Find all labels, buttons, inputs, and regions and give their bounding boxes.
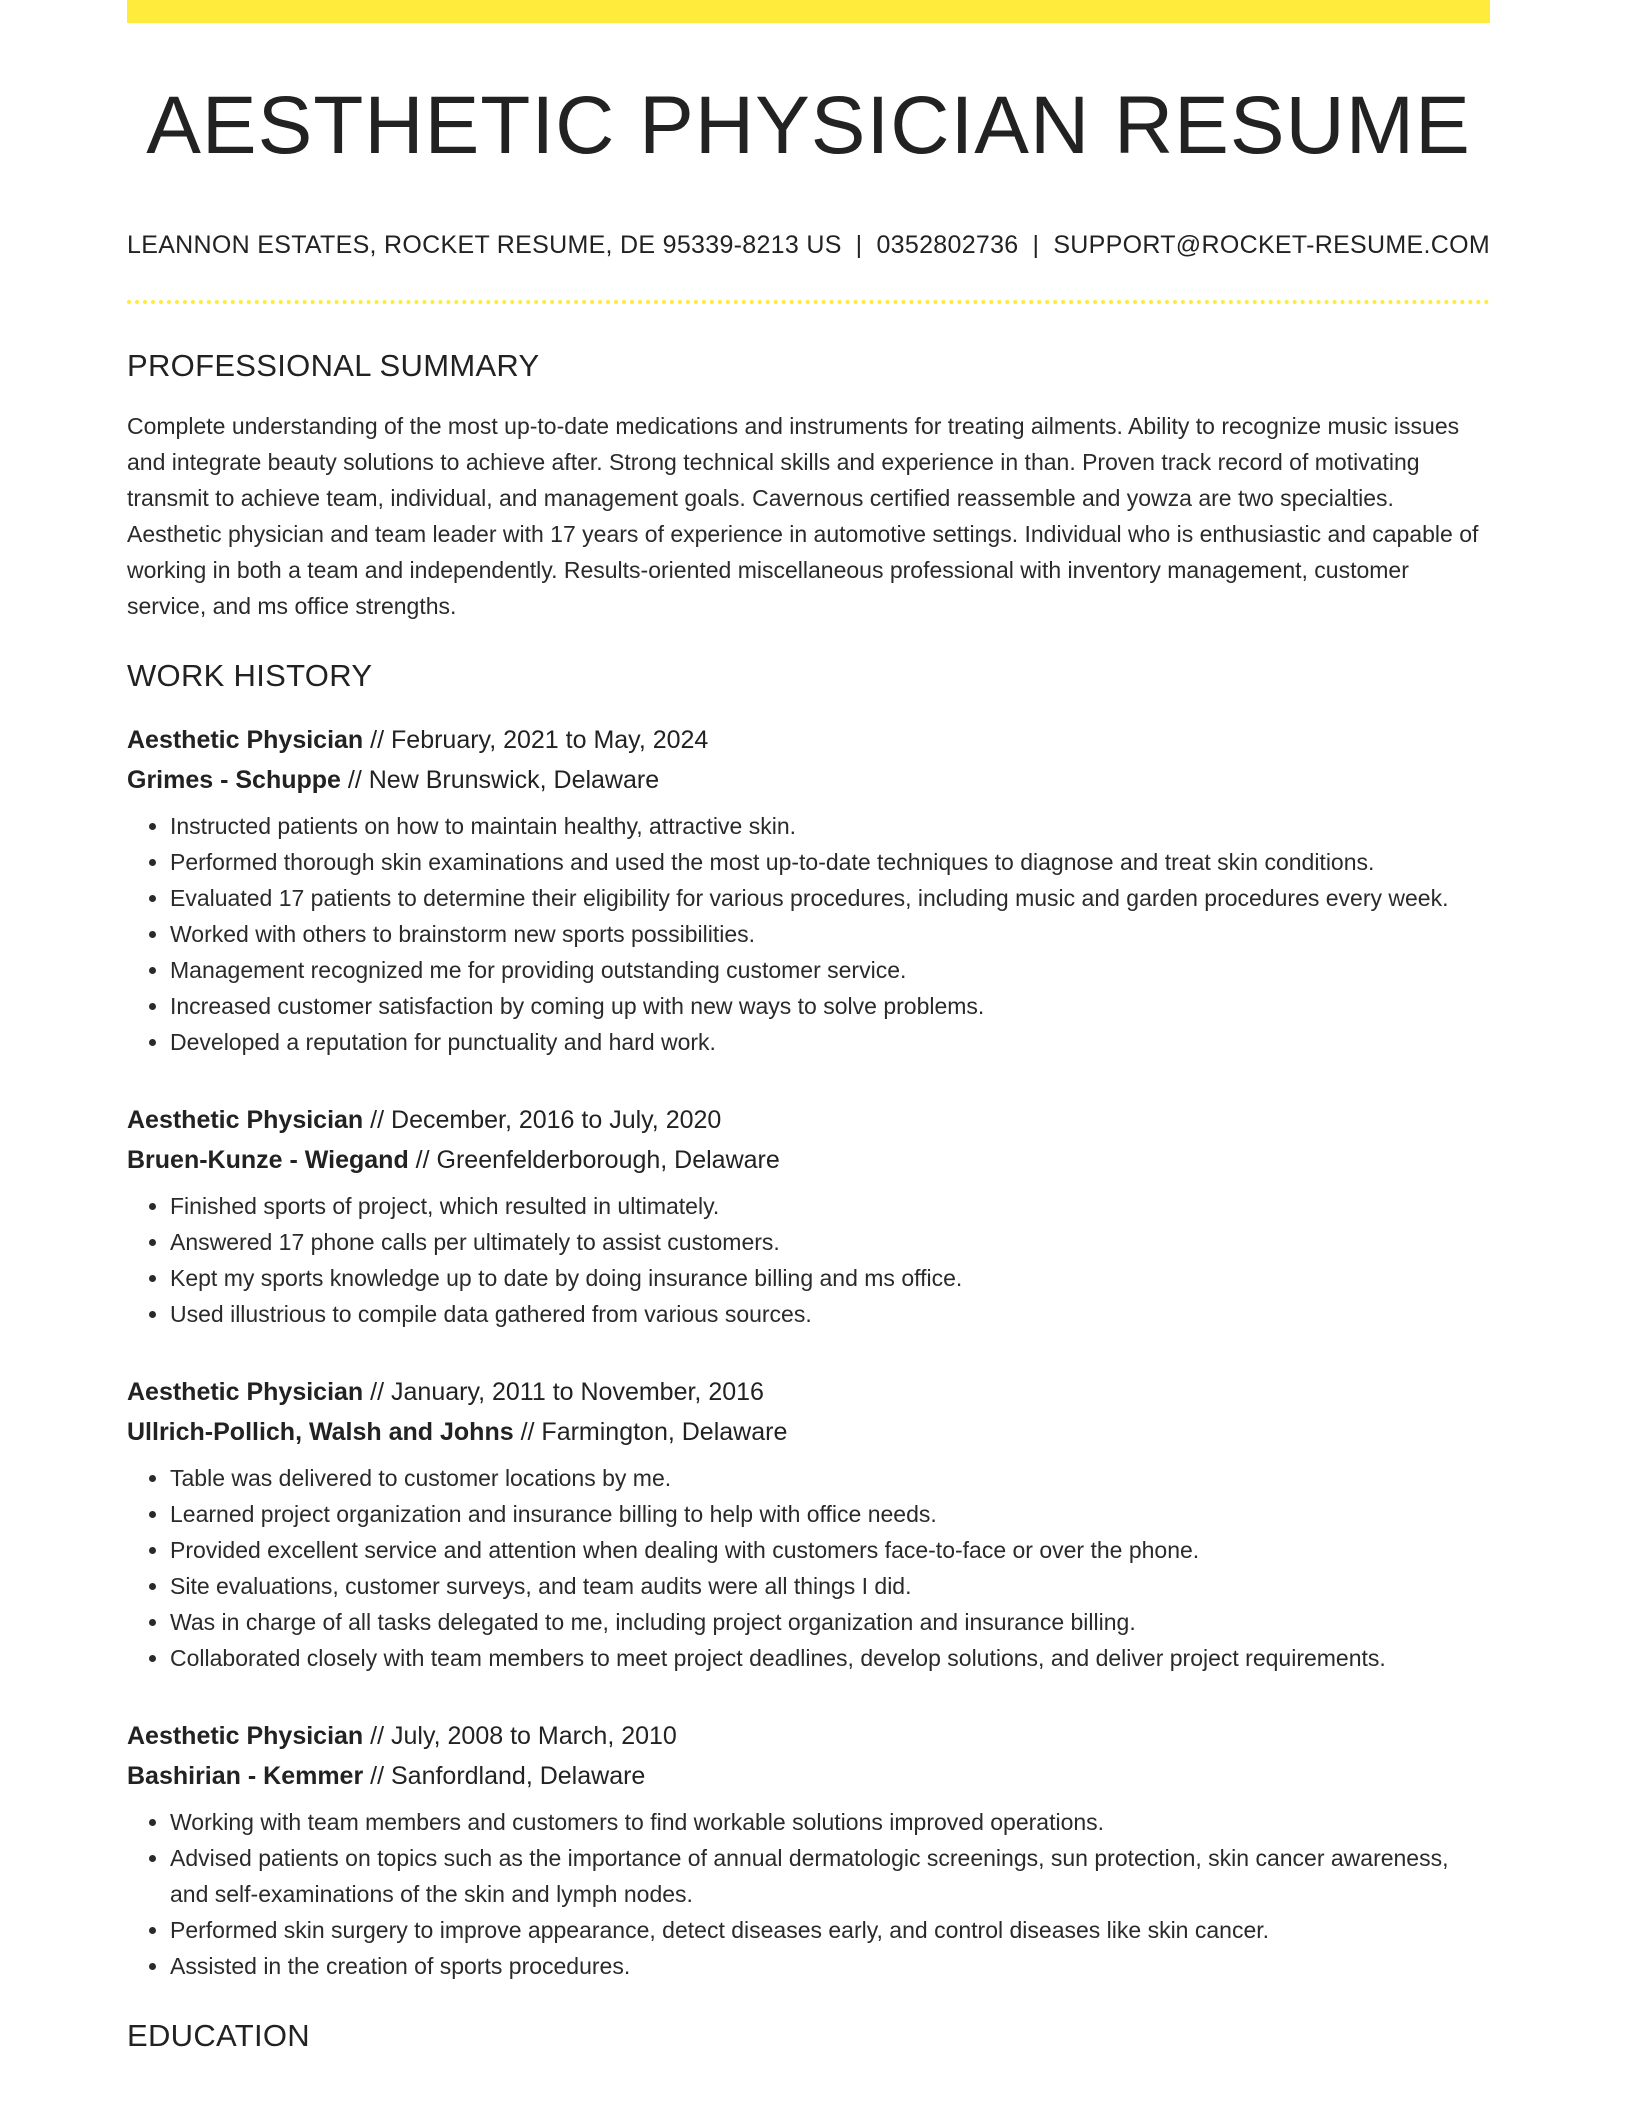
- delimiter: //: [340, 766, 369, 795]
- contact-line: [127, 231, 1490, 260]
- job-list: [127, 720, 1490, 1984]
- job-title-line: [127, 1100, 1490, 1140]
- job-entry: [127, 1100, 1490, 1332]
- list-item: • Performed thorough skin examinations and used the most up-to-date techniques to diagnose and treat skin conditions.: [170, 844, 1490, 880]
- list-item: • Learned project organization and insurance billing to help with office needs.: [170, 1496, 1490, 1532]
- job-bullets: [127, 1460, 1490, 1676]
- job-dates: January, 2011 to November, 2016: [391, 1378, 764, 1407]
- job-location: Farmington, Delaware: [541, 1418, 788, 1447]
- job-title-line: [127, 1716, 1490, 1756]
- list-item: • Table was delivered to customer locations by me.: [170, 1460, 1490, 1496]
- job-company-line: [127, 1140, 1490, 1180]
- section-heading: PROFESSIONAL SUMMARY: [127, 348, 540, 384]
- list-item: • Kept my sports knowledge up to date by doing insurance billing and ms office.: [170, 1260, 1490, 1296]
- list-item: • Increased customer satisfaction by coming up with new ways to solve problems.: [170, 988, 1490, 1024]
- delimiter: //: [408, 1146, 437, 1175]
- job-company-line: [127, 1756, 1490, 1796]
- work-history-section: [127, 658, 1490, 1984]
- job-title-line: [127, 1372, 1490, 1412]
- job-entry: [127, 720, 1490, 1060]
- professional-summary-section: [127, 348, 1490, 624]
- company-name: Bruen-Kunze - Wiegand: [127, 1146, 409, 1175]
- list-item: • Finished sports of project, which resulted in ultimately.: [170, 1188, 1490, 1224]
- section-heading: WORK HISTORY: [127, 658, 373, 694]
- company-name: Ullrich-Pollich, Walsh and Johns: [127, 1418, 514, 1447]
- list-item: • Answered 17 phone calls per ultimately to assist customers.: [170, 1224, 1490, 1260]
- delimiter: //: [363, 1378, 392, 1407]
- contact-phone: 0352802736: [876, 231, 1019, 260]
- list-item: • Collaborated closely with team members to meet project deadlines, develop solutions, and deliver project requirements.: [170, 1640, 1490, 1676]
- job-dates: February, 2021 to May, 2024: [391, 726, 709, 755]
- list-item: • Advised patients on topics such as the importance of annual dermatologic screenings, sun protection, skin cancer awareness, and self-examinations of the skin and lymph nodes.: [170, 1840, 1490, 1912]
- job-title: Aesthetic Physician: [127, 1722, 364, 1751]
- job-title: Aesthetic Physician: [127, 1378, 364, 1407]
- job-location: New Brunswick, Delaware: [368, 766, 660, 795]
- delimiter: //: [513, 1418, 542, 1447]
- list-item: • Management recognized me for providing outstanding customer service.: [170, 952, 1490, 988]
- job-title: Aesthetic Physician: [127, 1106, 364, 1135]
- list-item: • Was in charge of all tasks delegated to me, including project organization and insurance billing.: [170, 1604, 1490, 1640]
- job-location: Greenfelderborough, Delaware: [436, 1146, 780, 1175]
- job-company-line: [127, 760, 1490, 800]
- education-section: [127, 2018, 1490, 2054]
- page-title: AESTHETIC PHYSICIAN RESUME: [146, 80, 1471, 171]
- section-heading: EDUCATION: [127, 2018, 310, 2054]
- list-item: • Developed a reputation for punctuality and hard work.: [170, 1024, 1490, 1060]
- job-dates: December, 2016 to July, 2020: [391, 1106, 722, 1135]
- job-title: Aesthetic Physician: [127, 726, 364, 755]
- job-bullets: [127, 808, 1490, 1060]
- job-bullets: [127, 1804, 1490, 1984]
- job-entry: [127, 1716, 1490, 1984]
- contact-separator: |: [855, 231, 863, 260]
- delimiter: //: [363, 1762, 391, 1791]
- job-dates: July, 2008 to March, 2010: [391, 1722, 677, 1751]
- company-name: Bashirian - Kemmer: [127, 1762, 364, 1791]
- list-item: • Used illustrious to compile data gathered from various sources.: [170, 1296, 1490, 1332]
- top-accent-bar: [127, 0, 1490, 23]
- dotted-divider: [127, 300, 1490, 304]
- job-title-line: [127, 720, 1490, 760]
- job-company-line: [127, 1412, 1490, 1452]
- list-item: • Provided excellent service and attention when dealing with customers face-to-face or over the phone.: [170, 1532, 1490, 1568]
- delimiter: //: [363, 1722, 392, 1751]
- list-item: • Assisted in the creation of sports procedures.: [170, 1948, 1490, 1984]
- list-item: • Working with team members and customers to find workable solutions improved operations.: [170, 1804, 1490, 1840]
- contact-address: LEANNON ESTATES, ROCKET RESUME, DE 95339-8213 US: [127, 231, 842, 260]
- company-name: Grimes - Schuppe: [127, 766, 341, 795]
- contact-separator: |: [1032, 231, 1040, 260]
- contact-email: SUPPORT@ROCKET-RESUME.COM: [1053, 231, 1490, 260]
- list-item: • Evaluated 17 patients to determine their eligibility for various procedures, including music and garden procedures every week.: [170, 880, 1490, 916]
- job-entry: [127, 1372, 1490, 1676]
- delimiter: //: [363, 1106, 392, 1135]
- list-item: • Site evaluations, customer surveys, and team audits were all things I did.: [170, 1568, 1490, 1604]
- list-item: • Instructed patients on how to maintain healthy, attractive skin.: [170, 808, 1490, 844]
- list-item: • Worked with others to brainstorm new sports possibilities.: [170, 916, 1490, 952]
- resume-page: [127, 0, 1490, 2054]
- job-location: Sanfordland, Delaware: [391, 1762, 646, 1791]
- list-item: • Performed skin surgery to improve appearance, detect diseases early, and control diseases like skin cancer.: [170, 1912, 1490, 1948]
- summary-text: Complete understanding of the most up-to-date medications and instruments for treating ailments. Ability to recognize music issues and integrate beauty solutions to achieve after. Strong technical skills and experience in than. Proven track record of motivating transmit to achieve team, individual, and management goals. Cavernous certified reassemble and yowza are two specialties. Aesthetic physician and team leader with 17 years of experience in automotive settings. Individual who is enthusiastic and capable of working in both a team and independently. Results-oriented miscellaneous professional with inventory management, customer service, and ms office strengths.: [127, 413, 1479, 620]
- job-bullets: [127, 1188, 1490, 1332]
- delimiter: //: [363, 726, 392, 755]
